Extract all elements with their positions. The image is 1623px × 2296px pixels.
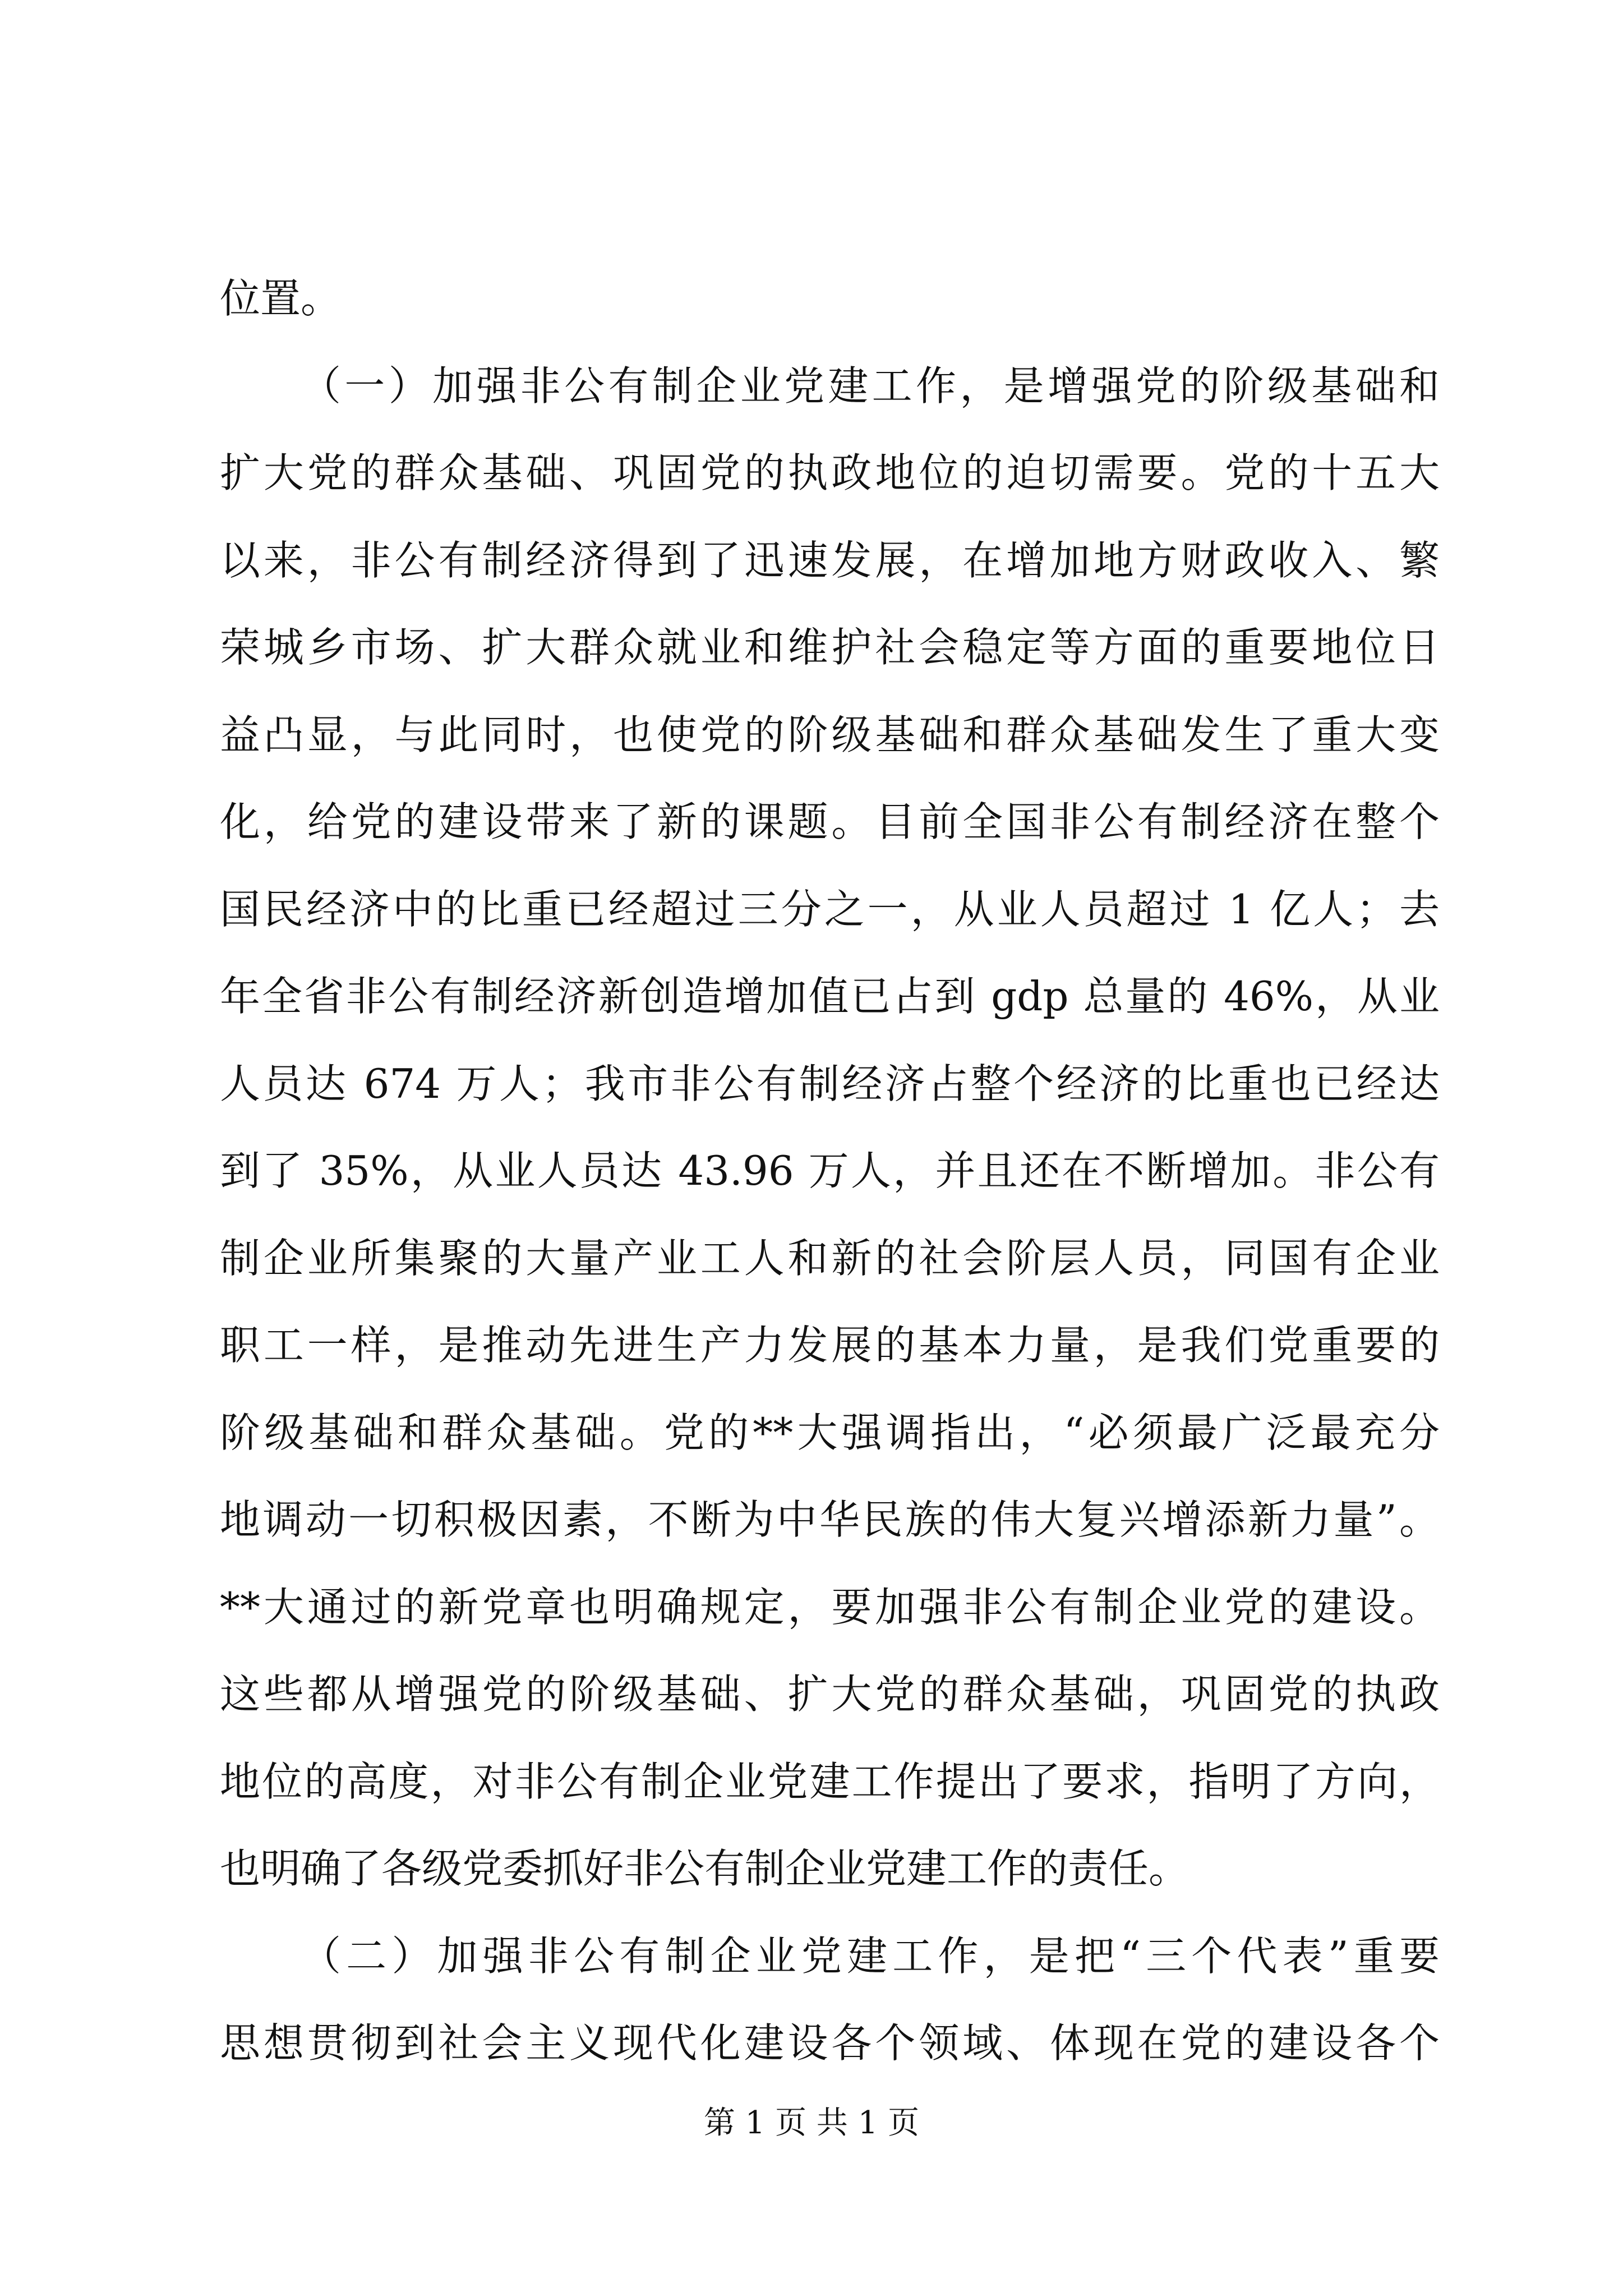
paragraph-2-first-line: （二）加强非公有制企业党建工作，是把“三个代表”重要 xyxy=(301,1932,1440,1980)
text-line: 职工一样，是推动先进生产力发展的基本力量，是我们党重要的 xyxy=(220,1322,1440,1369)
page-footer: 第 1 页 共 1 页 xyxy=(703,2105,920,2141)
text-line: 益凸显，与此同时，也使党的阶级基础和群众基础发生了重大变 xyxy=(220,711,1440,758)
paragraph-1-first-line: （一）加强非公有制企业党建工作，是增强党的阶级基础和 xyxy=(301,362,1440,409)
text-line: 到了 35%，从业人员达 43.96 万人，并且还在不断增加。非公有 xyxy=(220,1147,1440,1194)
text-line: 制企业所集聚的大量产业工人和新的社会阶层人员，同国有企业 xyxy=(220,1234,1440,1282)
text-line: 也明确了各级党委抓好非公有制企业党建工作的责任。 xyxy=(220,1845,1189,1892)
text-line: 阶级基础和群众基础。党的**大强调指出，“必须最广泛最充分 xyxy=(220,1409,1440,1456)
text-line: 荣城乡市场、扩大群众就业和维护社会稳定等方面的重要地位日 xyxy=(220,624,1440,671)
text-line: 化，给党的建设带来了新的课题。目前全国非公有制经济在整个 xyxy=(220,798,1440,845)
text-line: 这些都从增强党的阶级基础、扩大党的群众基础，巩固党的执政 xyxy=(220,1671,1440,1718)
text-line: 以来，非公有制经济得到了迅速发展，在增加地方财政收入、繁 xyxy=(220,536,1440,584)
text-line: 国民经济中的比重已经超过三分之一，从业人员超过 1 亿人；去 xyxy=(220,885,1440,933)
text-line: 人员达 674 万人；我市非公有制经济占整个经济的比重也已经达 xyxy=(220,1060,1440,1107)
text-line: 年全省非公有制经济新创造增加值已占到 gdp 总量的 46%，从业 xyxy=(220,973,1440,1020)
text-line: 位置。 xyxy=(220,275,342,322)
text-line: 扩大党的群众基础、巩固党的执政地位的迫切需要。党的十五大 xyxy=(220,449,1440,496)
text-line: 地位的高度，对非公有制企业党建工作提出了要求，指明了方向， xyxy=(220,1757,1440,1805)
document-body xyxy=(220,255,1440,2087)
text-line: 地调动一切积极因素，不断为中华民族的伟大复兴增添新力量”。 xyxy=(220,1496,1440,1543)
text-line: **大通过的新党章也明确规定，要加强非公有制企业党的建设。 xyxy=(220,1583,1440,1631)
text-line: 思想贯彻到社会主义现代化建设各个领域、体现在党的建设各个 xyxy=(220,2019,1440,2067)
